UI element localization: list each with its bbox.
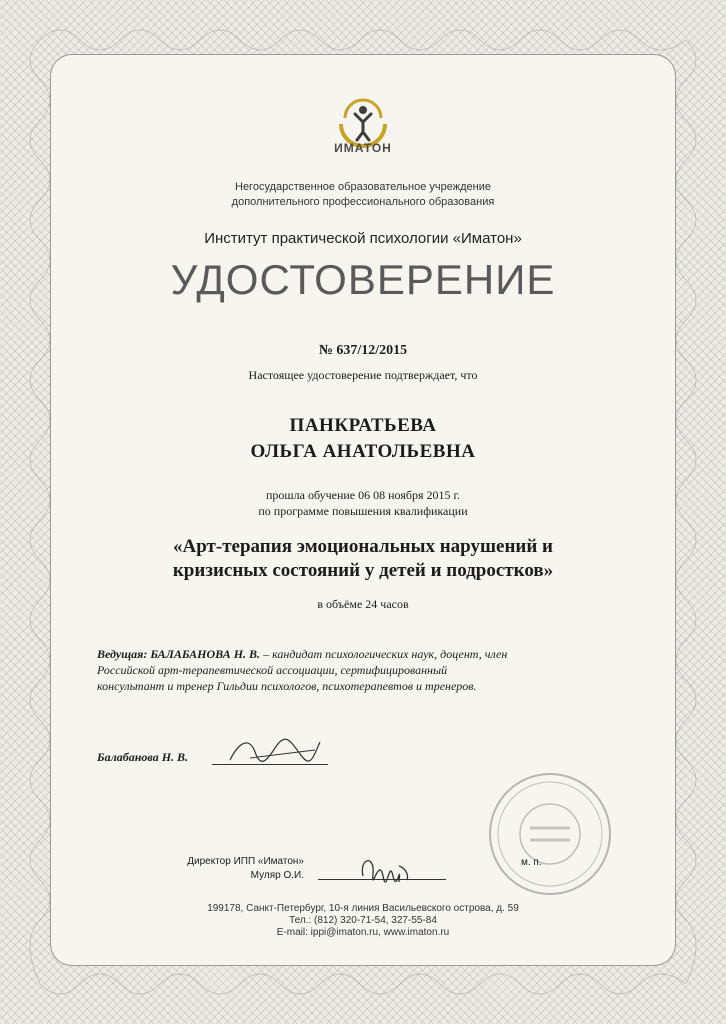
institute-name: Институт практической психологии «Иматон»: [204, 230, 522, 247]
director-title: Директор ИПП «Иматон»: [187, 856, 304, 867]
study-dates: прошла обучение 06 08 ноября 2015 г.: [265, 488, 461, 502]
lead-line-2: Российской арт-терапевтической ассоциации, сертифицированный: [97, 663, 448, 677]
stamp-seal-icon: [486, 770, 614, 898]
postal-address: 199178, Санкт-Петербург, 10-я линия Васильевского острова, д. 59: [207, 903, 519, 914]
email-website: E-mail: ippi@imaton.ru, www.imaton.ru: [276, 927, 450, 938]
recipient-name: [0, 413, 726, 465]
program-hours: в объёме 24 часов: [317, 597, 409, 611]
institute-contacts: [0, 903, 726, 939]
stamp-place-label: м. п.: [521, 857, 542, 868]
director-name: Муляр О.И.: [250, 870, 304, 881]
lead-signature-icon: [220, 730, 330, 770]
program-title-line-1: «Арт-терапия эмоциональных нарушений и: [173, 536, 553, 557]
study-info: [0, 487, 726, 519]
organization-type: [0, 180, 726, 210]
org-line-1: Негосударственное образовательное учреждение: [235, 181, 491, 193]
org-line-2: дополнительного профессионального образования: [231, 196, 495, 208]
logo-wordmark: ИМАТОН: [334, 141, 392, 155]
phone-numbers: Тел.: (812) 320-71-54, 327-55-84: [289, 915, 437, 926]
certificate-number: № 637/12/2015: [318, 343, 408, 358]
lead-line-1: – кандидат психологических наук, доцент, член: [260, 647, 508, 661]
recipient-given-names: ОЛЬГА АНАТОЛЬЕВНА: [250, 441, 476, 462]
study-program-type: по программе повышения квалификации: [258, 504, 468, 518]
recipient-surname: ПАНКРАТЬЕВА: [289, 415, 437, 436]
program-title-line-2: кризисных состояний у детей и подростков»: [172, 560, 554, 581]
document-title: УДОСТОВЕРЕНИЕ: [170, 256, 556, 303]
director-block: [160, 855, 304, 883]
lead-label: Ведущая: БАЛАБАНОВА Н. В.: [97, 647, 261, 661]
director-signature-icon: [355, 846, 415, 888]
program-title: [0, 535, 726, 583]
lead-instructor-info: [97, 646, 617, 694]
lead-signer-name: Балабанова Н. В.: [97, 750, 189, 764]
confirm-text: Настоящее удостоверение подтверждает, что: [248, 368, 478, 382]
lead-line-3: консультант и тренер Гильдии психологов, психотерапевтов и тренеров.: [97, 679, 477, 693]
